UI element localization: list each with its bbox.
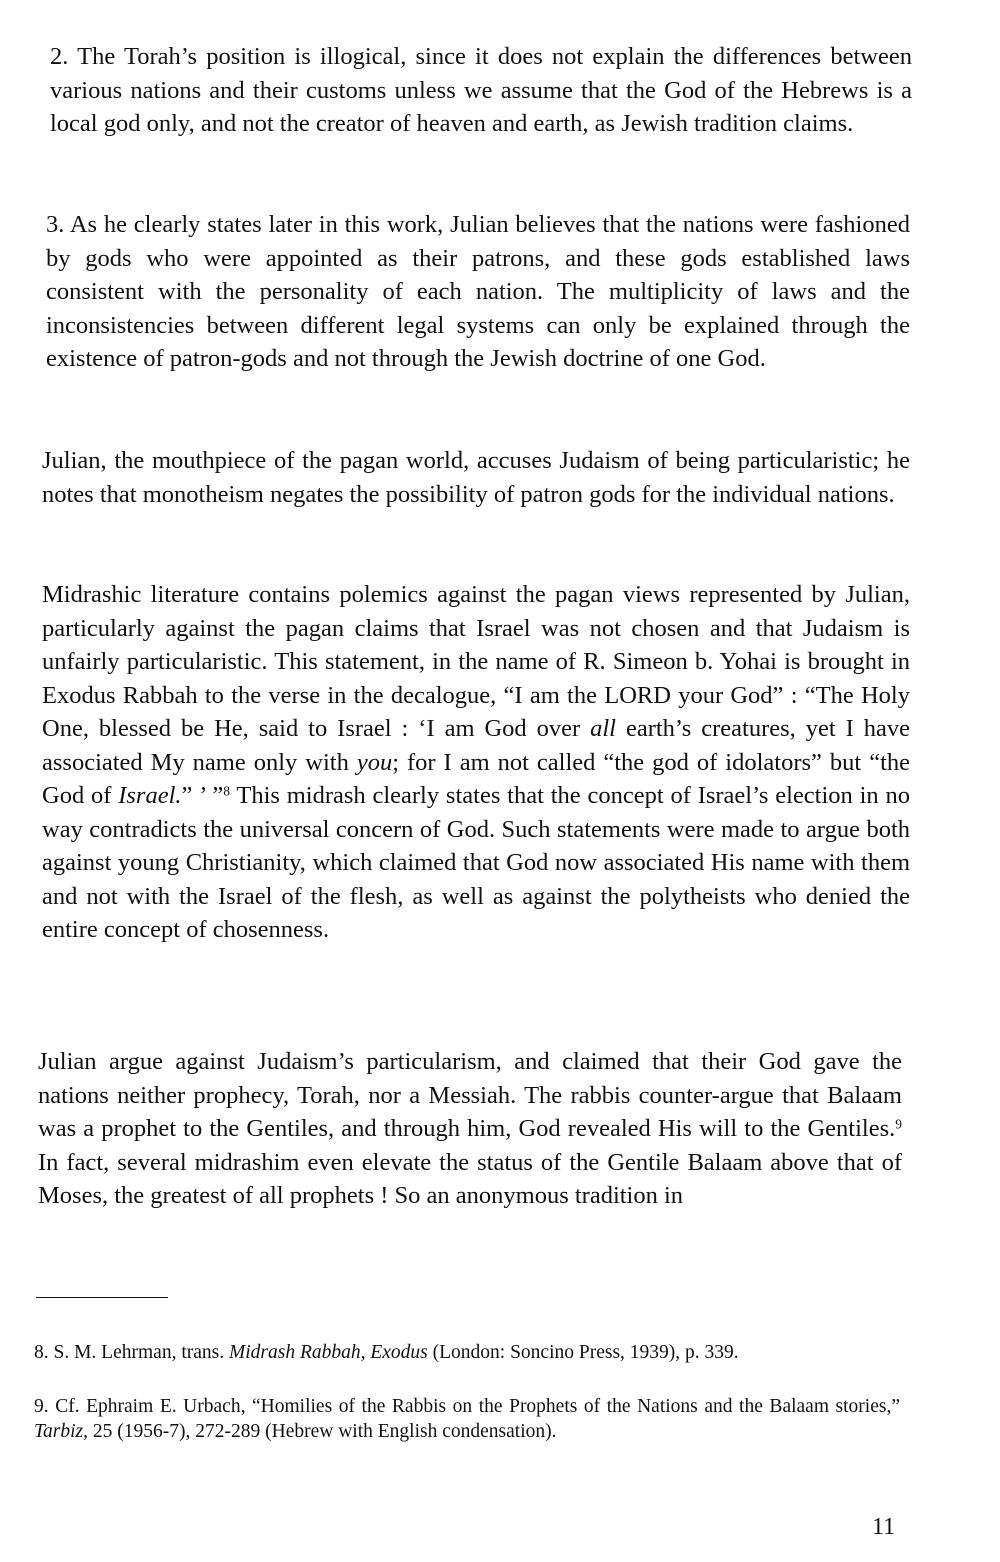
text-run: In fact, several midrashim even elevate the status of the Gentile Balaam above that of Moses, the greatest of all prophets ! So an anonymous tradition in xyxy=(38,1148,902,1209)
paragraph-midrashic-literature xyxy=(42,578,910,947)
footnote-8 xyxy=(34,1340,900,1365)
text-run: Midrashic literature contains polemics against the pagan views represented by Julian, particularly against the pagan claims that Israel was not chosen and that Judaism is unfairly particularistic. This statement, in the name of R. Simeon b. Yohai is brought in Exodus Rabbah to the verse in the decalogue, “I am the LORD your God” : “The Holy One, blessed be He, said to Israel : ‘I am God over xyxy=(42,581,910,742)
paragraph-julian-argue xyxy=(38,1045,902,1213)
page-number: 11 xyxy=(872,1514,896,1540)
text-run: This midrash clearly states that the concept of Israel’s election in no way contradicts the universal concern of God. Such statements were made to argue both against young Christianity, which claimed that God now associated His name with them and not with the Israel of the flesh, as well as against the polytheists who denied the entire concept of chosenness. xyxy=(42,782,910,943)
italic-title: Midrash Rabbah, Exodus xyxy=(228,1342,428,1363)
italic-journal: Tarbiz, xyxy=(34,1421,89,1442)
text-run: 25 (1956-7), 272-289 (Hebrew with English condensation). xyxy=(88,1421,557,1442)
text-run: 8. S. M. Lehrman, trans. xyxy=(34,1342,229,1363)
text-run: ; for I am not called “the god of idolators” but “the God of xyxy=(42,748,910,809)
footnote-9 xyxy=(34,1394,900,1444)
paragraph-point-2: 2. The Torah’s position is illogical, since it does not explain the differences between various nations and their customs unless we assume that the God of the Hebrews is a local god only, and not the creator of heaven and earth, as Jewish tradition claims. xyxy=(50,43,912,137)
footnote-divider xyxy=(36,1297,168,1298)
text-run: ” ’ ” xyxy=(181,782,224,809)
footnote-ref-8: 8 xyxy=(223,783,230,799)
paragraph-julian-mouthpiece: Julian, the mouthpiece of the pagan world, accuses Judaism of being particularistic; he notes that monotheism negates the possibility of patron gods for the individual nations. xyxy=(42,447,910,508)
text-run: Julian argue against Judaism’s particularism, and claimed that their God gave the nations neither prophecy, Torah, nor a Messiah. The rabbis counter-argue that Balaam was a prophet to the Gentiles, and through him, God revealed His will to the Gentiles. xyxy=(38,1048,902,1142)
text-run: 9. Cf. Ephraim E. Urbach, “Homilies of the Rabbis on the Prophets of the Nations and the Balaam stories,” xyxy=(34,1396,900,1417)
text-run: (London: Soncino Press, 1939), p. 339. xyxy=(427,1342,739,1363)
footnote-ref-9: 9 xyxy=(895,1116,902,1132)
text-run: earth’s creatures, yet I have associated My name only with xyxy=(42,715,910,776)
italic-text: Israel. xyxy=(118,782,182,809)
italic-text: all xyxy=(590,715,616,742)
italic-text: you xyxy=(356,748,393,776)
paragraph-point-3: 3. As he clearly states later in this work, Julian believes that the nations were fashioned by gods who were appointed as their patrons, and these gods established laws consistent with the personality of each nation. The multiplicity of laws and the inconsistencies between different legal systems can only be explained through the existence of patron-gods and not through the Jewish doctrine of one God. xyxy=(46,211,910,372)
